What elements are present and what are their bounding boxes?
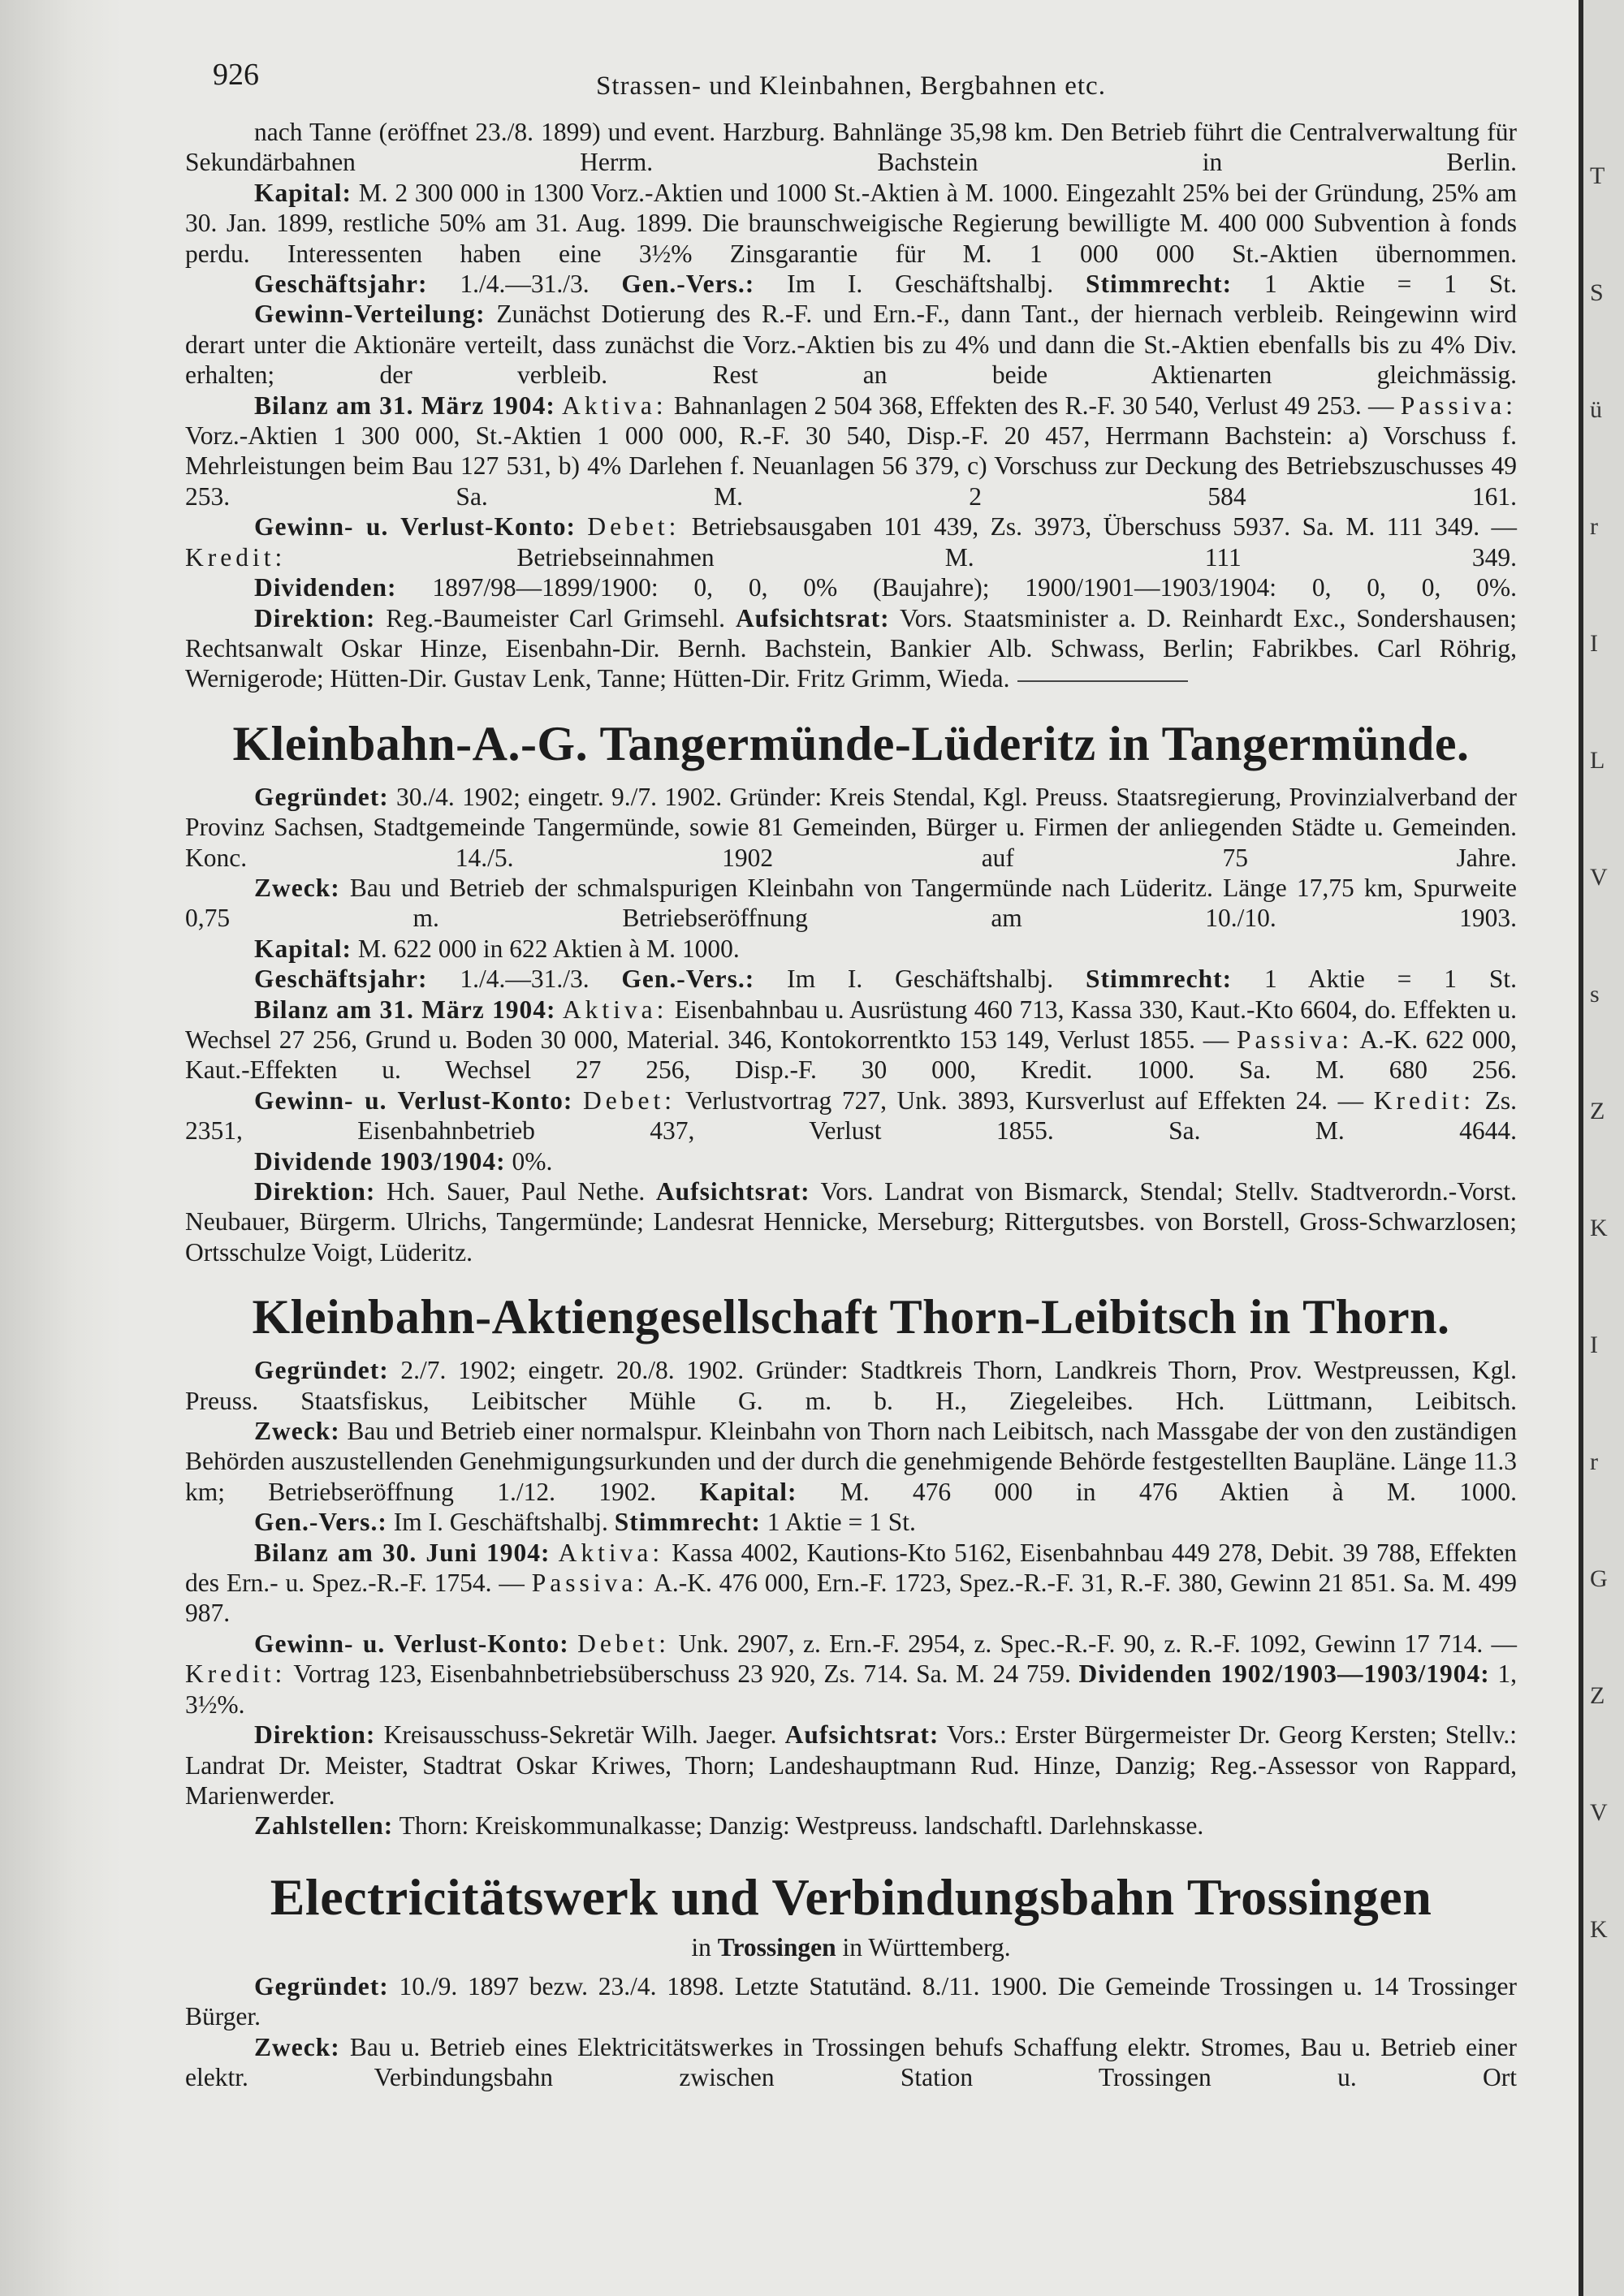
paragraph-zahlstellen: Zahlstellen: Thorn: Kreiskommunalkasse; Danzig: Westpreuss. landschaftl. Darlehnskasse.: [254, 1811, 1204, 1841]
page-number: 926: [213, 58, 259, 92]
section-thorn-leibitsch: [185, 1355, 1517, 1841]
paragraph-gegruendet: Gegründet: 10./9. 1897 bezw. 23./4. 1898. Letzte Statutänd. 8./11. 1900. Die Gemeinde Trossingen u. 14 Trossinger Bürger.: [185, 1971, 1518, 2031]
paragraph-gewinn-verlust: Gewinn- u. Verlust-Konto: Debet: Unk. 2907, z. Ern.-F. 2954, z. Spec.-R.-F. 90, z. R.-F. 1092, Gewinn 17 714. — Kredit: Vortrag 123, Eisenbahnbetriebsüberschuss 23 920, Zs. 714. Sa. M. 24 759. Dividenden 1902/1903—1903/1904: 1, 3½%.: [185, 1629, 1518, 1719]
section-divider: [1017, 680, 1188, 682]
adjacent-page-fragment: K: [1590, 1215, 1608, 1241]
company-heading-trossingen: Electricitätswerk und Verbindungsbahn Trossingen: [270, 1867, 1432, 1926]
paragraph-gewinn-verteilung: Gewinn-Verteilung: Zunächst Dotierung des R.-F. und Ern.-F., dann Tant., der hiernach verbleib. Reingewinn wird derart unter die Aktionäre verteilt, dass zunächst die Vorz.-Aktien bis zu 4% und dann die St.-Aktien ebenfalls bis zu 4% Div. erhalten; der verbleib. Rest an beide Aktienarten gleichmässig.: [185, 300, 1518, 390]
paragraph-direktion: Direktion: Kreisausschuss-Sekretär Wilh. Jaeger. Aufsichtsrat: Vors.: Erster Bürgermeister Dr. Georg Kersten; Stellv.: Landrat Dr. Meister, Stadtrat Oskar Kriwes, Thorn; Landeshauptmann Rud. Hinze, Danzig; Reg.-Assessor von Rappard, Marienwerder.: [185, 1720, 1518, 1810]
paragraph-bilanz: Bilanz am 31. März 1904: Aktiva: Bahnanlagen 2 504 368, Effekten des R.-F. 30 540, Verlust 49 253. — Passiva: Vorz.-Aktien 1 300 000, St.-Aktien 1 000 000, R.-F. 30 540, Disp.-F. 20 457, Herrmann Bachstein: a) Vorschuss f. Mehrleistungen beim Bau 127 531, b) 4% Darlehen f. Neuanlagen 56 379, c) Vorschuss zur Deckung des Betriebszuschusses 49 253. Sa. M. 2 584 161.: [185, 391, 1518, 511]
section-harzquerbahn-continued: [185, 117, 1517, 694]
scan-left-margin: [0, 0, 122, 2296]
section-tangermuende: [185, 782, 1517, 1268]
paragraph-kapital: Kapital: M. 2 300 000 in 1300 Vorz.-Aktien und 1000 St.-Aktien à M. 1000. Eingezahlt 25% bei der Gründung, 25% am 30. Jan. 1899, restliche 50% am 31. Aug. 1899. Die braunschweigische Regierung bewilligte M. 400 000 Subvention à fonds perdu. Interessenten haben eine 3½% Zinsgarantie für M. 1 000 000 St.-Aktien übernommen.: [185, 178, 1517, 268]
document-page: [185, 47, 1517, 2097]
paragraph-bilanz: Bilanz am 31. März 1904: Aktiva: Eisenbahnbau u. Ausrüstung 460 713, Kassa 330, Kaut.-Kto 6604, do. Effekten u. Wechsel 27 256, Grund u. Boden 30 000, Material. 346, Kontokorrentkto 153 149, Verlust 1855. — Passiva: A.-K. 622 000, Kaut.-Effekten u. Wechsel 27 256, Disp.-F. 30 000, Kredit. 1000. Sa. M. 680 256.: [185, 995, 1518, 1085]
adjacent-page-fragment: s: [1590, 981, 1600, 1008]
paragraph-geschaeftsjahr: Geschäftsjahr: 1./4.—31./3. Gen.-Vers.: Im I. Geschäftshalbj. Stimmrecht: 1 Aktie = 1 St.: [254, 965, 1518, 994]
paragraph-gen-vers: Gen.-Vers.: Im I. Geschäftshalbj. Stimmrecht: 1 Aktie = 1 St.: [254, 1508, 916, 1537]
adjacent-page-fragment: r: [1590, 513, 1598, 540]
company-town: Trossingen: [717, 1932, 836, 1962]
company-heading-thorn-leibitsch: Kleinbahn-Aktiengesellschaft Thorn-Leibitsch in Thorn.: [252, 1290, 1450, 1344]
paragraph-gewinn-verlust: Gewinn- u. Verlust-Konto: Debet: Verlustvortrag 727, Unk. 3893, Kursverlust auf Effekten 24. — Kredit: Zs. 2351, Eisenbahnbetrieb 437, Verlust 1855. Sa. M. 4644.: [185, 1085, 1517, 1146]
adjacent-page-fragment: I: [1590, 630, 1598, 657]
adjacent-page-fragment: T: [1590, 162, 1605, 189]
running-title: Strassen- und Kleinbahnen, Bergbahnen etc.: [596, 71, 1106, 101]
adjacent-page-fragment: I: [1590, 1331, 1598, 1358]
adjacent-page-fragment: r: [1590, 1448, 1598, 1475]
scan-right-margin: [1579, 0, 1624, 2296]
adjacent-page-fragment: V: [1590, 1799, 1608, 1826]
adjacent-page-fragment: Z: [1590, 1682, 1605, 1709]
company-heading-tangermuende: Kleinbahn-A.-G. Tangermünde-Lüderitz in Tangermünde.: [232, 716, 1470, 770]
paragraph-gegruendet: Gegründet: 30./4. 1902; eingetr. 9./7. 1902. Gründer: Kreis Stendal, Kgl. Preuss. Staatsregierung, Provinzialverband der Provinz Sachsen, Stadtgemeinde Tangermünde, sowie 81 Gemeinden, Bürger u. Firmen der anliegenden Städte u. Gemeinden. Konc. 14./5. 1902 auf 75 Jahre.: [185, 782, 1517, 872]
paragraph-geschaeftsjahr: Geschäftsjahr: 1./4.—31./3. Gen.-Vers.: Im I. Geschäftshalbj. Stimmrecht: 1 Aktie = 1 St.: [254, 270, 1518, 299]
paragraph-zweck: Zweck: Bau und Betrieb der schmalspurigen Kleinbahn von Tangermünde nach Lüderitz. Länge 17,75 km, Spurweite 0,75 m. Betriebseröffnung am 10./10. 1903.: [185, 873, 1518, 933]
paragraph-zweck: Zweck: Bau u. Betrieb eines Elektricitätswerkes in Trossingen behufs Schaffung elektr. Stromes, Bau u. Betrieb einer elektr. Verbindungsbahn zwischen Station Trossingen u. Ort: [185, 2032, 1518, 2091]
section-trossingen: [185, 1971, 1517, 2093]
paragraph-gewinn-verlust: Gewinn- u. Verlust-Konto: Debet: Betriebsausgaben 101 439, Zs. 3973, Überschuss 5937. Sa. M. 111 349. — Kredit: Betriebseinnahmen M. 111 349.: [185, 512, 1518, 572]
company-location-line: in Trossingen in Württemberg.: [691, 1932, 1011, 1962]
paragraph-kapital: Kapital: M. 622 000 in 622 Aktien à M. 1000.: [254, 934, 740, 963]
adjacent-page-fragment: Z: [1590, 1098, 1605, 1124]
paragraph-direktion: Direktion: Reg.-Baumeister Carl Grimsehl. Aufsichtsrat: Vors. Staatsminister a. D. Reinhardt Exc., Sondershausen; Rechtsanwalt Oskar Hinze, Eisenbahn-Dir. Bernh. Bachstein, Bankier Alb. Schwass, Berlin; Fabrikbes. Carl Röhrig, Wernigerode; Hütten-Dir. Gustav Lenk, Tanne; Hütten-Dir. Fritz Grimm, Wieda.: [185, 603, 1518, 693]
paragraph-dividenden: Dividenden: 1897/98—1899/1900: 0, 0, 0% (Baujahre); 1900/1901—1903/1904: 0, 0, 0, 0%.: [254, 573, 1518, 602]
paragraph-gegruendet: Gegründet: 2./7. 1902; eingetr. 20./8. 1902. Gründer: Stadtkreis Thorn, Landkreis Thorn, Prov. Westpreussen, Kgl. Preuss. Staatsfiskus, Leibitscher Mühle G. m. b. H., Ziegeleibes. Hch. Lüttmann, Leibitsch.: [185, 1356, 1517, 1415]
adjacent-page-fragment: ü: [1590, 396, 1602, 423]
paragraph-zweck: Zweck: Bau und Betrieb einer normalspur. Kleinbahn von Thorn nach Leibitsch, nach Massgabe der von den zuständigen Behörden auszustellenden Genehmigungsurkunden und der durch die genehmigende Behörde festgestellten Baupläne. Länge 11.3 km; Betriebseröffnung 1./12. 1902. Kapital: M. 476 000 in 476 Aktien à M. 1000.: [185, 1417, 1517, 1506]
adjacent-page-fragment: S: [1590, 279, 1604, 306]
adjacent-page-fragment: K: [1590, 1916, 1608, 1943]
paragraph-direktion: Direktion: Hch. Sauer, Paul Nethe. Aufsichtsrat: Vors. Landrat von Bismarck, Stendal; Stellv. Stadtverordn.-Vorst. Neubauer, Bürgerm. Ulrichs, Tangermünde; Landesrat Hennicke, Merseburg; Rittergutsbes. von Borstell, Gross-Schwarzlosen; Ortsschulze Voigt, Lüderitz.: [185, 1177, 1518, 1267]
adjacent-page-fragment: L: [1590, 747, 1605, 774]
adjacent-page-fragment: G: [1590, 1565, 1608, 1592]
adjacent-page-fragment: V: [1590, 864, 1608, 891]
paragraph-dividende: Dividende 1903/1904: 0%.: [254, 1146, 553, 1176]
running-header: [185, 47, 1517, 117]
paragraph-intro: nach Tanne (eröffnet 23./8. 1899) und event. Harzburg. Bahnlänge 35,98 km. Den Betrieb führt die Centralverwaltung für Sekundärbahnen Herrm. Bachstein in Berlin.: [185, 118, 1517, 177]
paragraph-bilanz: Bilanz am 30. Juni 1904: Aktiva: Kassa 4002, Kautions-Kto 5162, Eisenbahnbau 449 278, Debit. 39 788, Effekten des Ern.- u. Spez.-R.-F. 1754. — Passiva: A.-K. 476 000, Ern.-F. 1723, Spez.-R.-F. 31, R.-F. 380, Gewinn 21 851. Sa. M. 499 987.: [185, 1538, 1517, 1628]
